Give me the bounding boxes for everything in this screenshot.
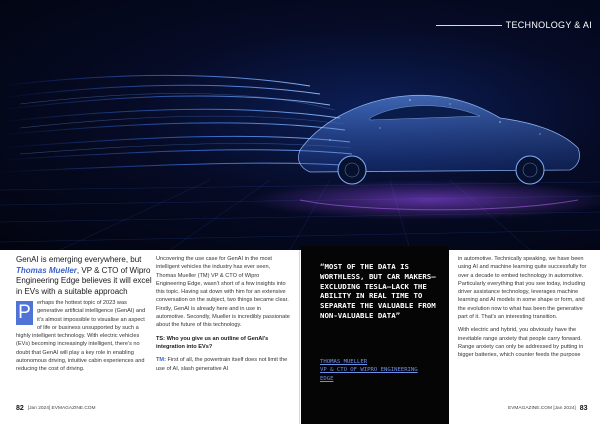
standfirst-text-end: , VP & CTO of Wipro Engineering Edge believes it will excel in EVs with a suitable approach: [16, 265, 152, 296]
standfirst-text: GenAI is emerging everywhere, but: [16, 255, 142, 264]
attribution-title: VP & CTO OF WIPRO ENGINEERING EDGE: [320, 367, 418, 382]
column-2: [156, 255, 290, 378]
drop-cap: P: [16, 301, 33, 325]
page-number-right: 83: [579, 405, 588, 412]
answer-text: First of all, the powertrain itself does not limit the use of AI, slash generative AI: [156, 357, 288, 372]
pull-quote: “MOST OF THE DATA IS WORTHLESS, BUT CAR MAKERS—EXCLUDING TESLA—LACK THE ABILITY IN REAL TIME TO SEPARATE THE VALUABLE FROM NON-VALUABLE DATA”: [320, 262, 436, 320]
answer-label: TM:: [156, 357, 166, 364]
author-name[interactable]: Thomas Mueller: [16, 265, 77, 275]
footer-issue-left: [Jan 2024]: [27, 406, 51, 411]
section-tag-rule: [436, 25, 502, 26]
column-1-body: erhaps the hottest topic of 2023 was generative artificial intelligence (GenAI) and it’s almost impossible to visualise an aspect of life or business unsupported by such a highly intelligent technology. With electric vehicles (EVs) becoming increasingly intelligent, there’s no doubt that GenAI will play a key role in enabling autonomous driving, intuitive cabin experiences and reducing the cost of driving.: [16, 300, 146, 373]
attribution-name: THOMAS MUELLER: [320, 359, 368, 365]
column-4: [458, 255, 592, 365]
footer-right: [508, 405, 588, 412]
column-4-paragraph-2: With electric and hybrid, you obviously have the inevitable range anxiety that people carry forward. Range anxiety can only be addressed by putting in bigger batteries, which counter feeds the purpose: [458, 327, 584, 359]
column-2-paragraph: Uncovering the use case for GenAI in the most intelligent vehicles the industry has ever seen, Thomas Mueller (TM) VP & CTO of Wipro Engineering Edge, wasn’t short of a few insights into this topic. Having sat down with him for an extensive conversation on the subject, two things became clear. Firstly, GenAI is already here and in use in automotive. Secondly, Mueller is incredibly passionate about the future of this technology.: [156, 256, 290, 329]
footer-site-left[interactable]: EVMAGAZINE.COM: [51, 406, 96, 411]
section-tag: TECHNOLOGY & AI: [505, 20, 592, 30]
footer-site-right[interactable]: EVMAGAZINE.COM: [508, 406, 552, 411]
standfirst: [16, 255, 152, 297]
column-1: [16, 299, 148, 374]
interview-question: TS: Who you give us an outline of GenAI’s integration into EVs?: [156, 335, 269, 350]
pull-quote-attribution[interactable]: [320, 358, 420, 383]
footer-issue-right: [Jan 2024]: [553, 406, 576, 411]
column-4-paragraph-1: in automotive. Technically speaking, we have been using AI and machine learning quite successfully for over a decade to embed technology in automotive. Particularly everything that you see today, including driver assistance technology, leverages machine learning and AI models in some shape or form, and the evolution now to what has been the generative part of it. That’s an interesting transition.: [458, 256, 587, 321]
page-spine: [299, 250, 300, 424]
footer-left: [16, 405, 96, 412]
page-number-left: 82: [16, 405, 24, 412]
interview-answer: [156, 356, 290, 373]
